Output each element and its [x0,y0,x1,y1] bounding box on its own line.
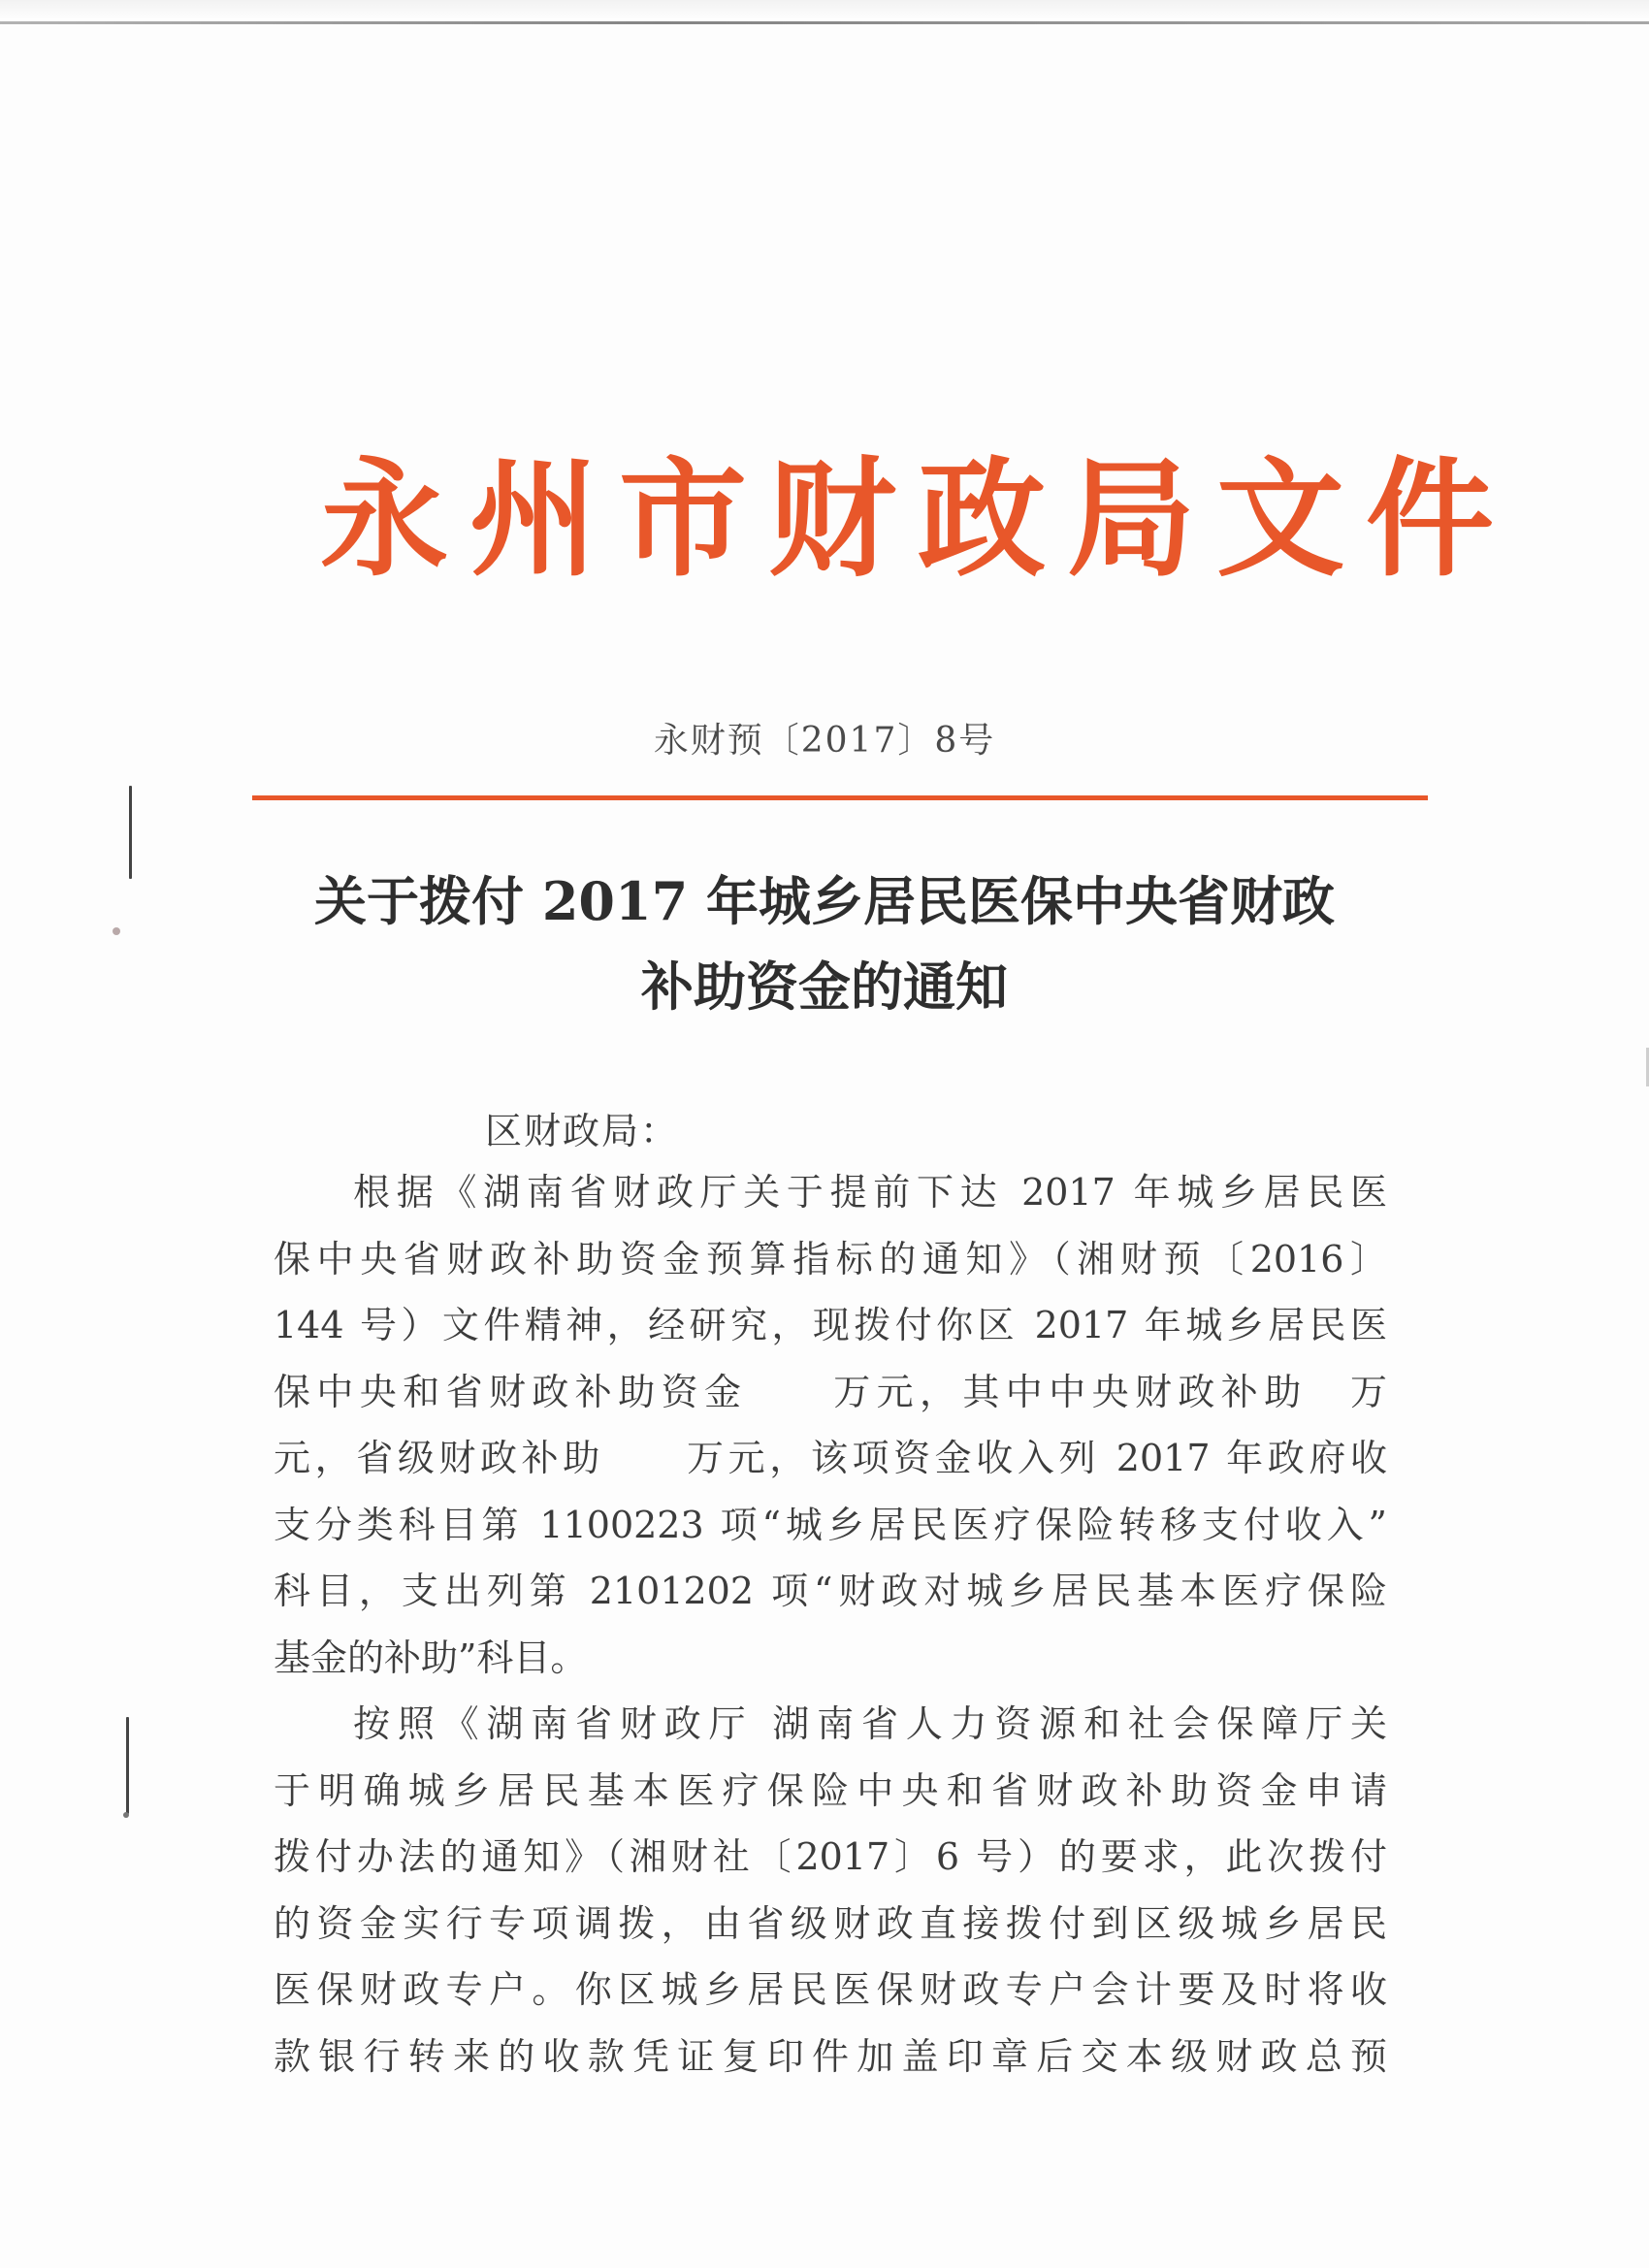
subject-line-2: 补助资金的通知 [641,956,1008,1018]
body-line: 按照《湖南省财政厅 湖南省人力资源和社会保障厅关 [353,1702,1387,1745]
document-number: 永财预〔2017〕8号 [653,721,996,761]
binding-mark-lower [126,1717,129,1814]
body-line: 医保财政专户。你区城乡居民医保财政专户会计要及时将收 [274,1968,1387,2011]
body-line: 基金的补助”科目。 [274,1636,588,1679]
body-line: 144 号）文件精神，经研究，现拨付你区 2017 年城乡居民医 [274,1304,1387,1346]
body-line: 拨付办法的通知》（湘财社〔2017〕6 号）的要求，此次拨付 [274,1835,1387,1878]
body-line: 科目，支出列第 2101202 项“财政对城乡居民基本医疗保险 [274,1570,1387,1612]
body-line: 款银行转来的收款凭证复印件加盖印章后交本级财政总预 [274,2034,1387,2078]
body-line: 根据《湖南省财政厅关于提前下达 2017 年城乡居民医 [353,1171,1387,1214]
body-text [274,1159,1387,2090]
binding-dot-lower [123,1812,129,1818]
letterhead-red-rule [252,795,1428,800]
body-line: 支分类科目第 1100223 项“城乡居民医疗保险转移支付收入” [274,1503,1387,1546]
body-line: 的资金实行专项调拨，由省级财政直接拨付到区级城乡居民 [274,1901,1387,1945]
subject-line-1: 关于拨付 2017 年城乡居民医保中央省财政 [314,870,1335,932]
addressee: 区财政局： [485,1110,680,1152]
body-line: 于明确城乡居民基本医疗保险中央和省财政补助资金申请 [274,1768,1387,1812]
letterhead-title: 永州市财政局文件 [320,444,1515,595]
document-subject [0,859,1649,1029]
body-line: 元，省级财政补助 万元，该项资金收入列 2017 年政府收 [274,1437,1387,1479]
body-line: 保中央和省财政补助资金 万元，其中中央财政补助 万 [274,1370,1387,1413]
scan-top-shadow [0,0,1649,21]
scan-top-edge [0,21,1649,24]
body-line: 保中央省财政补助资金预算指标的通知》（湘财预〔2016〕 [274,1237,1387,1280]
